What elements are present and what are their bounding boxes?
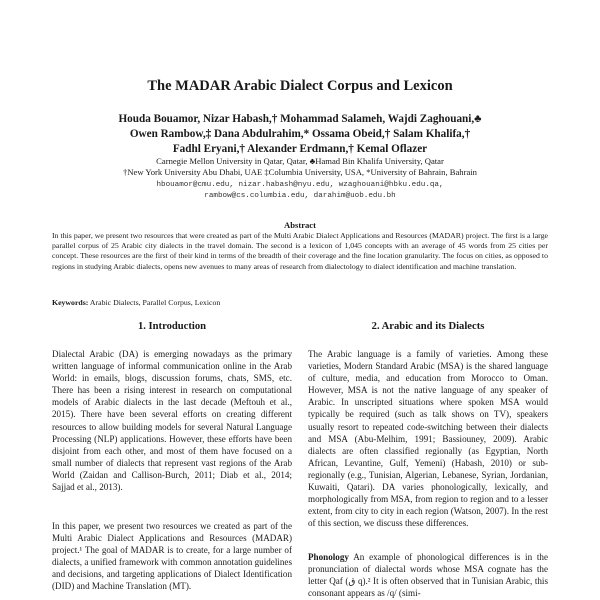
keywords [52,298,548,307]
author-line: Fadhl Eryani,† Alexander Erdmann,† Kemal Oflazer [172,143,428,155]
author-line: Houda Bouamor, Nizar Habash,† Mohammad Salameh, Wajdi Zaghouani,♣ [118,113,482,125]
email-line: hbouamor@cmu.edu, nizar.habash@nyu.edu, wzaghouani@hbku.edu.qa, [156,181,444,189]
affiliations [0,156,600,178]
paragraph-text: The Arabic language is a family of varieties. Among these varieties, Modern Standard Arabic (MSA) is the shared language of culture, media, and education from Morocco to Oman. However, MSA is not the native language of any speaker of Arabic. In unscripted situations where spoken MSA would typically be required (such as talk shows on TV), speakers usually resort to repeated code-switching between their dialects and MSA (Abu-Melhim, 1991; Bassiouney, 2009). Arabic dialects are often classified regionally (as Egyptian, North African, Levantine, Gulf, Yemeni) (Habash, 2010) or sub-regionally (e.g., Tunisian, Algerian, Lebanese, Syrian, Jordanian, Kuwaiti, Qatari). DA varies phonologically, lexically, and morphologically from MSA, from region to region and to a lesser extent, from city to city in each region (Watson, 2007). In the rest of this section, we discuss these differences. [308,349,548,529]
paragraph-text: An example of phonological differences is in the pronunciation of dialectal words whose MSA cognate has the letter Qaf (ق q).² It is often observed that in Tunisian Arabic, this consonant appears as /q/ (simi- [308,552,548,599]
paragraph-text: In this paper, we present two resources we created as part of the Multi Arabic Dialect Applications and Resources (MADAR) project.¹ The goal of MADAR is to create, for a large number of dialects, a unified framework with common annotation guidelines and decisions, and targeting applications of Dialect Identification (DID) and Machine Translation (MT). [52,521,292,592]
keywords-label: Keywords: [52,298,89,307]
affiliation-line: †New York University Abu Dhabi, UAE ‡Columbia University, USA, *University of Bahrain, Bahrain [123,167,477,177]
affiliation-line: Carnegie Mellon University in Qatar, Qatar, ♣Hamad Bin Khalifa University, Qatar [156,156,444,166]
paper-title: The MADAR Arabic Dialect Corpus and Lexicon [147,78,453,94]
dialects-paragraph-1 [308,348,548,529]
author-list [0,112,600,157]
paragraph-text: Dialectal Arabic (DA) is emerging nowadays as the primary written language of informal communication online in the Arab World: in emails, blogs, discussion forums, chats, SMS, etc. There has been a rising interest in research on computational models of Arabic dialects in the last decade (Meftouh et al., 2015). There have been several efforts on creating different resources to allow building models for several Natural Language Processing (NLP) applications. However, these efforts have been disjoint from each other, and most of them have focused on a small number of dialects that represent vast regions of the Arab World (Zaidan and Callison-Burch, 2011; Diab et al., 2014; Sajjad et al., 2013). [52,349,292,493]
intro-paragraph-2 [52,520,292,593]
keywords-text: Arabic Dialects, Parallel Corpus, Lexicon [88,298,221,307]
section-heading-arabic-dialects: 2. Arabic and its Dialects [371,321,485,332]
intro-paragraph-1 [52,348,292,493]
phonology-label: Phonology [308,552,349,562]
email-list [0,180,600,202]
abstract-text: In this paper, we present two resources that were created as part of the Multi Arabic Dialect Applications and Resources (MADAR) project. The first is a large parallel corpus of 25 Arabic city dialects in the travel domain. The second is a lexicon of 1,045 concepts with an average of 45 words from 25 cities per concept. These resources are the first of their kind in terms of the breadth of their coverage and the fine location granularity. The focus on cities, as opposed to regions in studying Arabic dialects, opens new avenues to many areas of research from dialectology to dialect identification and machine translation. [52,231,548,271]
abstract-heading: Abstract [284,220,316,230]
email-line: rambow@cs.columbia.edu, darahim@uob.edu.bh [204,192,396,200]
phonology-paragraph [308,551,548,599]
author-line: Owen Rambow,‡ Dana Abdulrahim,* Ossama Obeid,† Salam Khalifa,† [129,128,471,140]
section-heading-introduction: 1. Introduction [137,321,207,332]
